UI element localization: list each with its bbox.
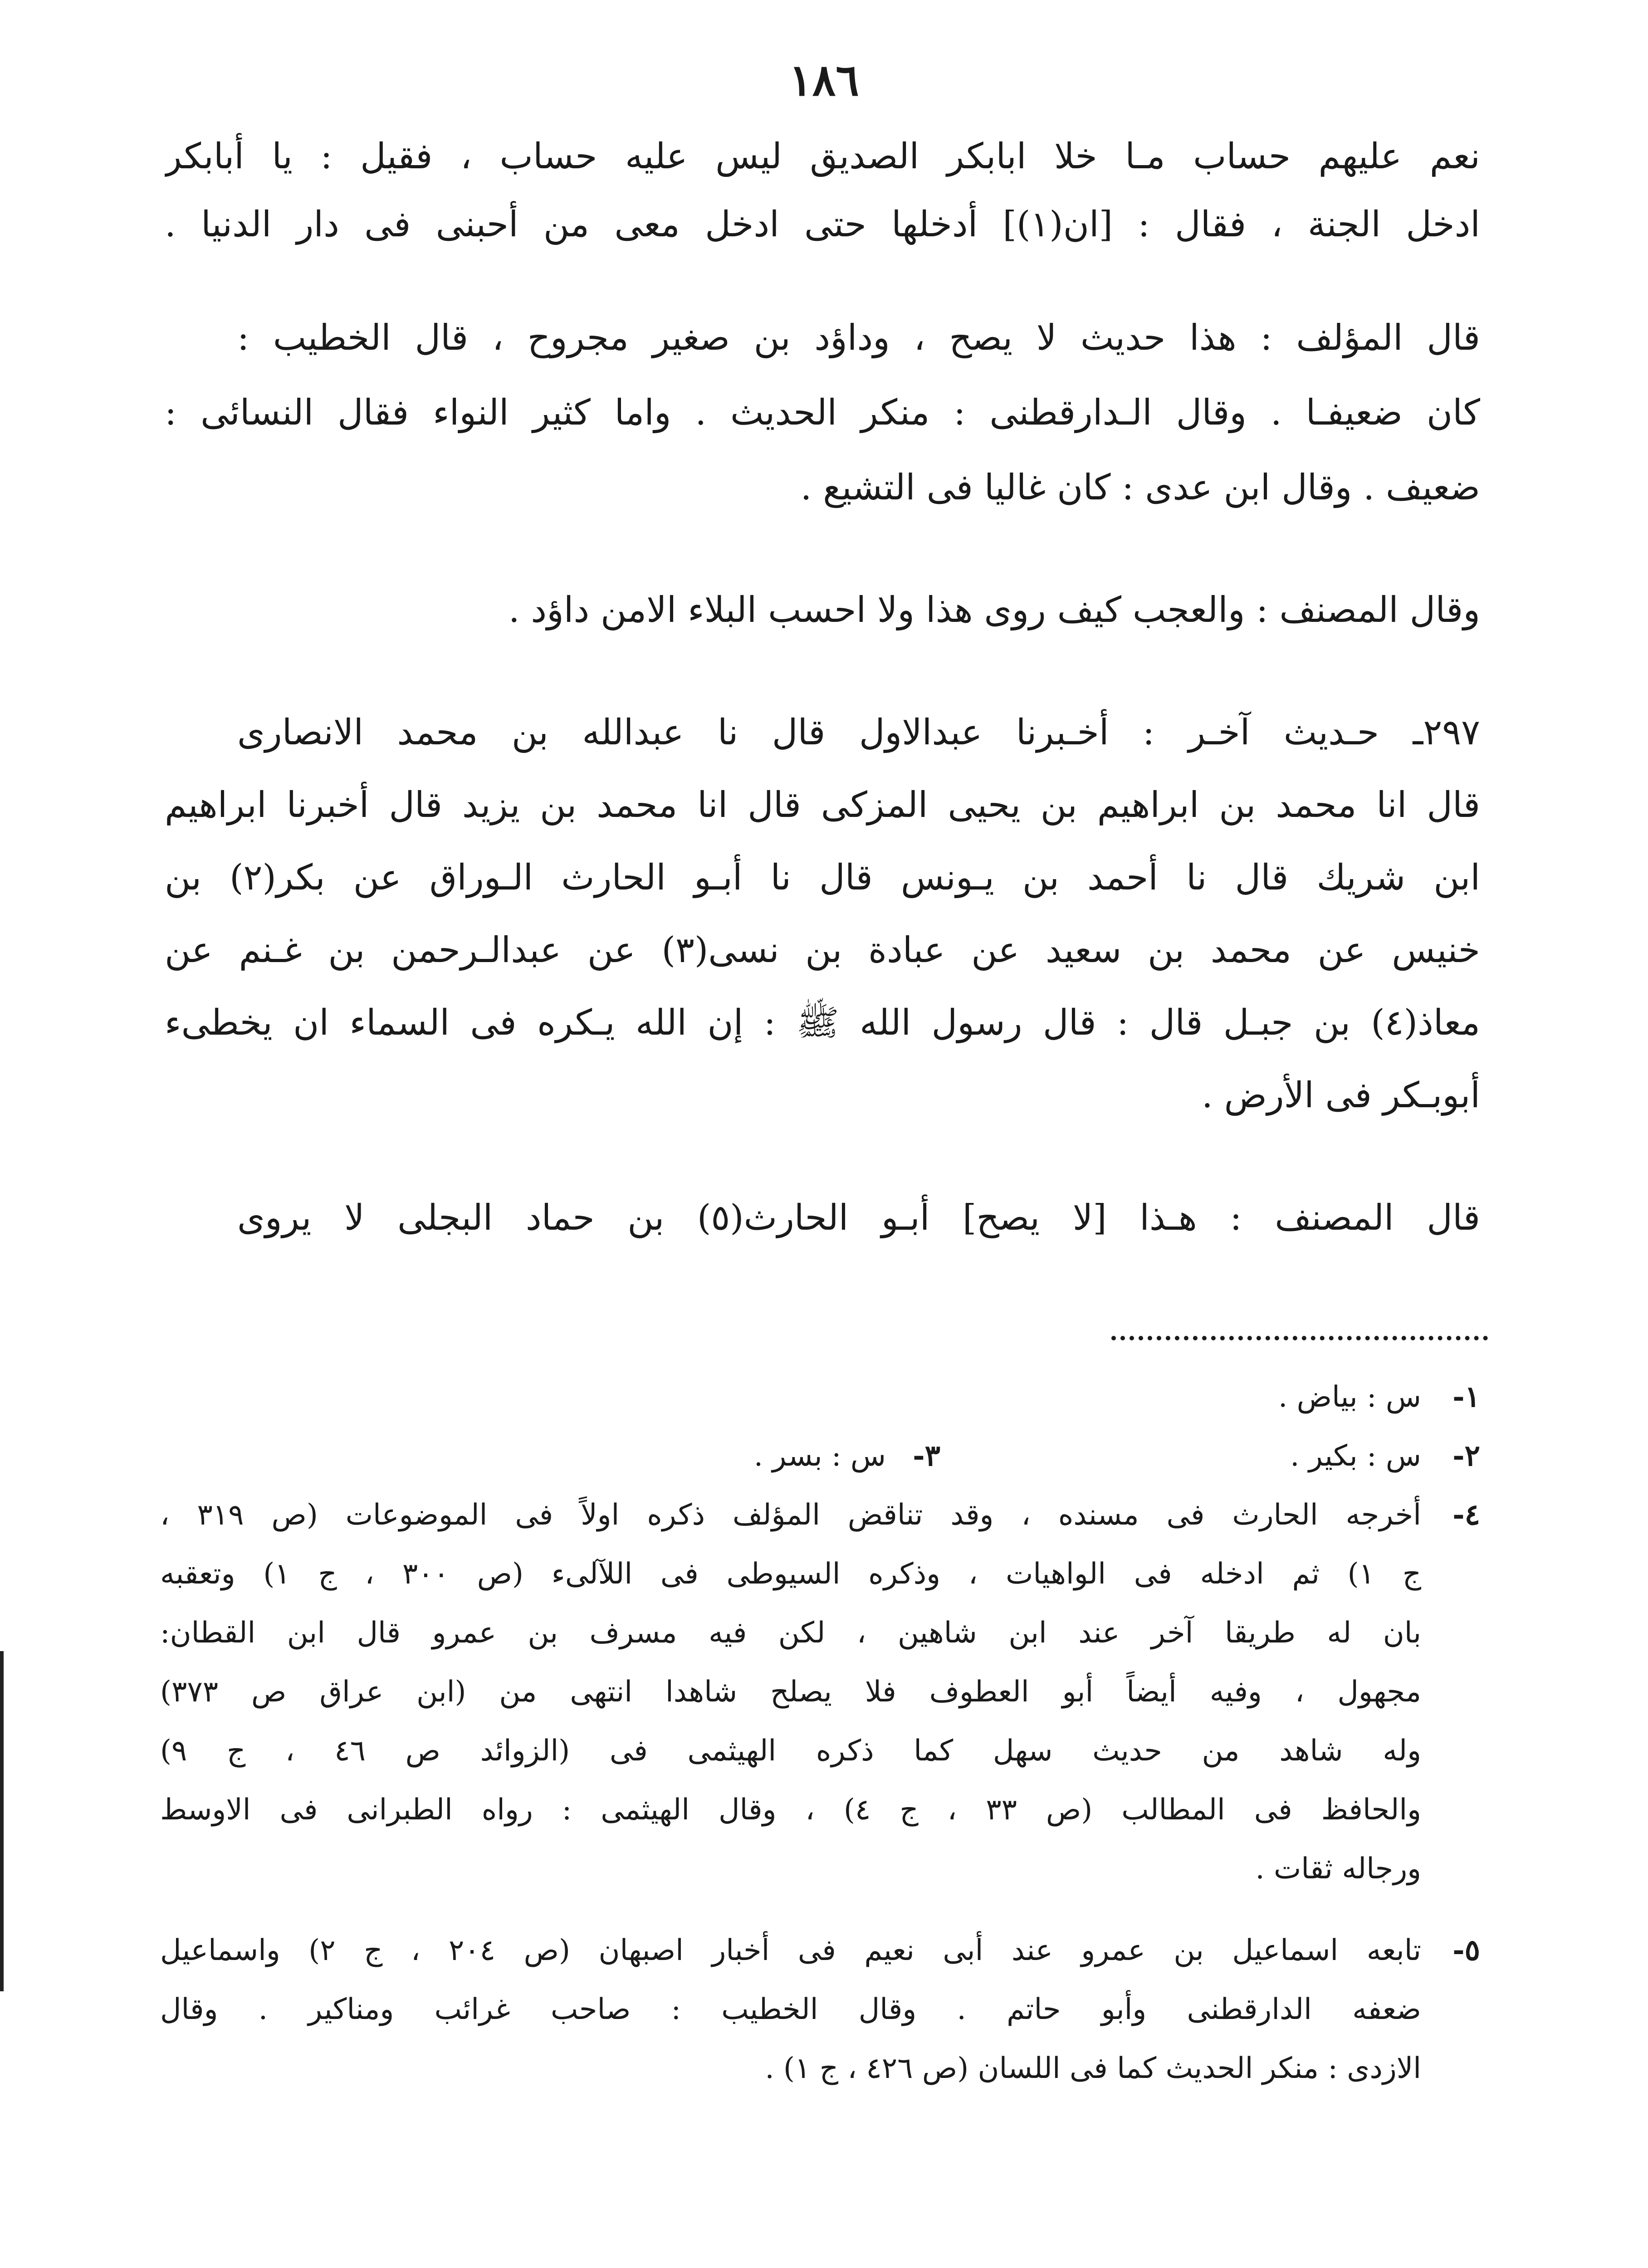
footnote-text: ورجاله ثقات . <box>1255 1852 1421 1886</box>
scan-margin-line <box>0 1651 4 1991</box>
body-line: معاذ(٤) بن جبـل قال : قال رسول الله ﷺ : إن الله يـكره فى السماء ان يخطىء <box>165 1002 1480 1043</box>
footnote-text: أخرجه الحارث فى مسنده ، وقد تناقض المؤلف ذكره اولاً فى الموضوعات (ص ٣١٩ ، <box>160 1498 1421 1532</box>
footnote-text: س : بكير . <box>1290 1439 1421 1473</box>
body-line: كان ضعيفـا . وقال الـدارقطنى : منكر الحديث . واما كثير النواء فقال النسائى : <box>165 392 1480 433</box>
footnote-number: ١- <box>1452 1380 1480 1414</box>
footnote-text: الازدى : منكر الحديث كما فى اللسان (ص ٤٢٦ ، ج ١) . <box>765 2052 1421 2085</box>
footnote-text: مجهول ، وفيه أيضاً أبو العطوف فلا يصلح شاهدا انتهى من (ابن عراق ص ٣٧٣) <box>160 1675 1421 1709</box>
body-line: ادخل الجنة ، فقال : [ان(١)] أدخلها حتى ادخل معى من أحبنى فى دار الدنيا . <box>165 204 1480 245</box>
footnote-number: ٢- <box>1452 1439 1480 1473</box>
body-line: نعم عليهم حساب مـا خلا ابابكر الصديق ليس عليه حساب ، فقيل : يا أبابكر <box>165 136 1480 177</box>
footnote-text: س : بياض . <box>1278 1380 1421 1414</box>
footnote-number: ٥- <box>1452 1933 1480 1967</box>
body-line: خنيس عن محمد بن سعيد عن عبادة بن نسى(٣) عن عبدالـرحمن بن غـنم عن <box>165 930 1480 971</box>
footnote-text: ضعفه الدارقطنى وأبو حاتم . وقال الخطيب : صاحب غرائب ومناكير . وقال <box>160 1993 1421 2026</box>
body-line: أبوبـكر فى الأرض . <box>1202 1075 1480 1116</box>
footnote-text: تابعه اسماعيل بن عمرو عند أبى نعيم فى أخبار اصبهان (ص ٢٠٤ ، ج ٢) واسماعيل <box>160 1934 1421 1967</box>
body-line: ابن شريك قال نا أحمد بن يـونس قال نا أبـو الحارث الـوراق عن بكر(٢) بن <box>165 857 1480 898</box>
hadith-number-line: ٢٩٧ـ حـديث آخـر : أخـبرنا عبدالاول قال نا عبدالله بن محمد الانصارى <box>237 712 1480 753</box>
footnote-separator <box>1111 1336 1488 1340</box>
body-line: قال المصنف : هـذا [لا يصح] أبـو الحارث(٥) بن حماد البجلى لا يروى <box>237 1198 1480 1238</box>
body-line: قال انا محمد بن ابراهيم بن يحيى المزكى قال انا محمد بن يزيد قال أخبرنا ابراهيم <box>165 785 1480 826</box>
body-line: قال المؤلف : هذا حديث لا يصح ، وداؤد بن صغير مجروح ، قال الخطيب : <box>237 318 1480 358</box>
footnote-text: س : بسر . <box>753 1439 886 1473</box>
footnote-text: والحافظ فى المطالب (ص ٣٣ ، ج ٤) ، وقال الهيثمى : رواه الطبرانى فى الاوسط <box>160 1793 1421 1827</box>
footnote-number: ٤- <box>1452 1498 1480 1532</box>
page-number: ١٨٦ <box>789 54 859 106</box>
body-line: وقال المصنف : والعجب كيف روى هذا ولا احسب البلاء الامن داؤد . <box>508 590 1480 631</box>
footnote-text: ج ١) ثم ادخله فى الواهيات ، وذكره السيوطى فى اللآلىء (ص ٣٠٠ ، ج ١) وتعقبه <box>160 1557 1421 1591</box>
footnote-text: بان له طريقا آخر عند ابن شاهين ، لكن فيه مسرف بن عمرو قال ابن القطان: <box>160 1616 1421 1650</box>
footnote-text: وله شاهد من حديث سهل كما ذكره الهيثمى فى (الزوائد ص ٤٦ ، ج ٩) <box>160 1734 1421 1768</box>
footnote-number: ٣- <box>913 1439 940 1473</box>
body-line: ضعيف . وقال ابن عدى : كان غاليا فى التشيع . <box>800 467 1480 508</box>
